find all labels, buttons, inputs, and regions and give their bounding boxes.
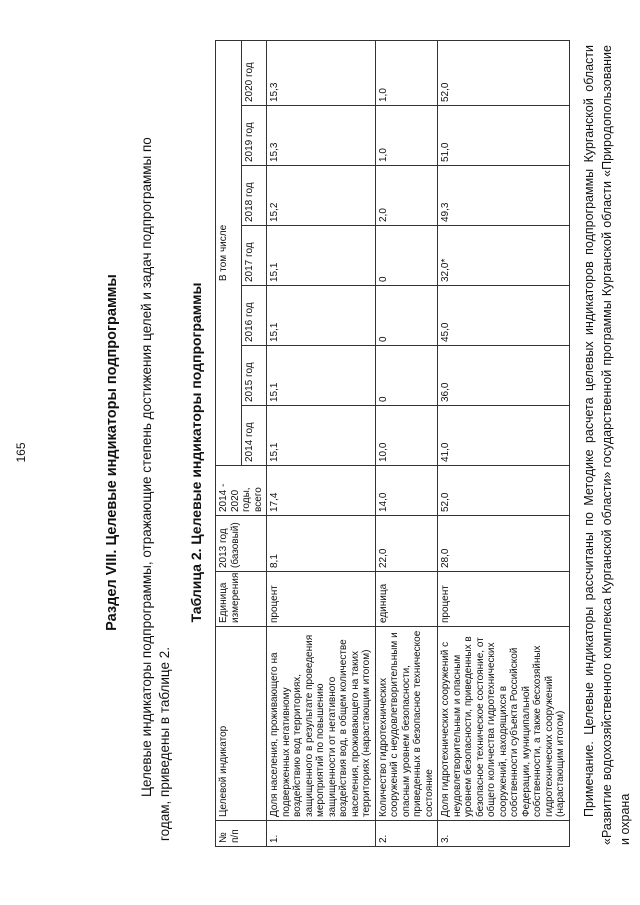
row-indicator: Количество гидротехнических сооружений с неудовлетворительным и опасным уровнем безопасности, приведенных в безопасное техническое состояние [375,627,438,821]
row-year-value: 15,2 [267,166,376,226]
header-year: 2017 год [241,226,267,286]
row-year-value: 45,0 [438,286,570,346]
table-row [438,41,570,847]
indicators-table [215,40,570,847]
header-year: 2018 год [241,166,267,226]
note-paragraph: Примечание. Целевые индикаторы рассчитаны по Методике расчета целевых индикаторов подпрограммы Курганской области «Развитие водохозяйственного комплекса Курганской области» государственной программы Курганской области «Природопользование и охрана [582,45,632,845]
table-header-row [216,41,242,847]
row-num: 2. [375,821,438,847]
page-number: 165 [14,442,28,463]
header-unit: Единица измерения [216,572,267,627]
row-year-value: 32,0* [438,226,570,286]
row-unit: единица [375,572,438,627]
row-year-value: 15,3 [267,41,376,106]
table-title: Таблица 2. Целевые индикаторы подпрограммы [188,282,204,623]
table-row [267,41,376,847]
row-total: 17,4 [267,466,376,516]
row-num: 1. [267,821,376,847]
row-num: 3. [438,821,570,847]
header-year: 2014 год [241,406,267,466]
row-year-value: 1,0 [375,106,438,166]
header-year: 2020 год [241,41,267,106]
row-year-value: 0 [375,226,438,286]
row-indicator: Доля населения, проживающего на подверженных негативному воздействию вод территориях, защищенного в результате проведения мероприятий по повышению защищенности от негативного воздействия вод, в общем количестве населения, проживающего на таких территориях (нарастающим итогом) [267,627,376,821]
row-year-value: 15,1 [267,406,376,466]
row-year-value: 2,0 [375,166,438,226]
intro-paragraph: Целевые индикаторы подпрограммы, отражающие степень достижения целей и задач подпрограммы по годам, приведены в таблице 2. [139,137,172,841]
table-row [375,41,438,847]
header-year: 2016 год [241,286,267,346]
row-year-value: 0 [375,286,438,346]
row-base: 8,1 [267,516,376,572]
row-unit: процент [438,572,570,627]
row-year-value: 51,0 [438,106,570,166]
row-year-value: 15,1 [267,226,376,286]
row-year-value: 1,0 [375,41,438,106]
header-indicator: Целевой индикатор [216,627,267,821]
row-year-value: 15,3 [267,106,376,166]
row-year-value: 0 [375,346,438,406]
header-year: 2019 год [241,106,267,166]
row-year-value: 15,1 [267,286,376,346]
row-year-value: 49,3 [438,166,570,226]
header-year: 2015 год [241,346,267,406]
row-year-value: 36,0 [438,346,570,406]
header-base: 2013 год (базовый) [216,516,267,572]
row-total: 52,0 [438,466,570,516]
row-year-value: 41,0 [438,406,570,466]
header-num: № п/п [216,821,267,847]
header-total: 2014 - 2020 годы, всего [216,466,267,516]
header-incl: В том числе [216,41,242,466]
row-unit: процент [267,572,376,627]
row-base: 28,0 [438,516,570,572]
row-year-value: 10,0 [375,406,438,466]
row-indicator: Доля гидротехнических сооружений с неудовлетворительным и опасным уровнем безопасности, приведенных в безопасное техническое состояние, от общего количества гидротехнических сооружений, находящихся в собственности субъекта Российской Федерации, муниципальной собственности, а также бесхозяйных гидротехнических сооружений (нарастающим итогом) [438,627,570,821]
section-title: Раздел VIII. Целевые индикаторы подпрограммы [104,274,120,631]
row-year-value: 52,0 [438,41,570,106]
row-year-value: 15,1 [267,346,376,406]
row-total: 14,0 [375,466,438,516]
row-base: 22,0 [375,516,438,572]
